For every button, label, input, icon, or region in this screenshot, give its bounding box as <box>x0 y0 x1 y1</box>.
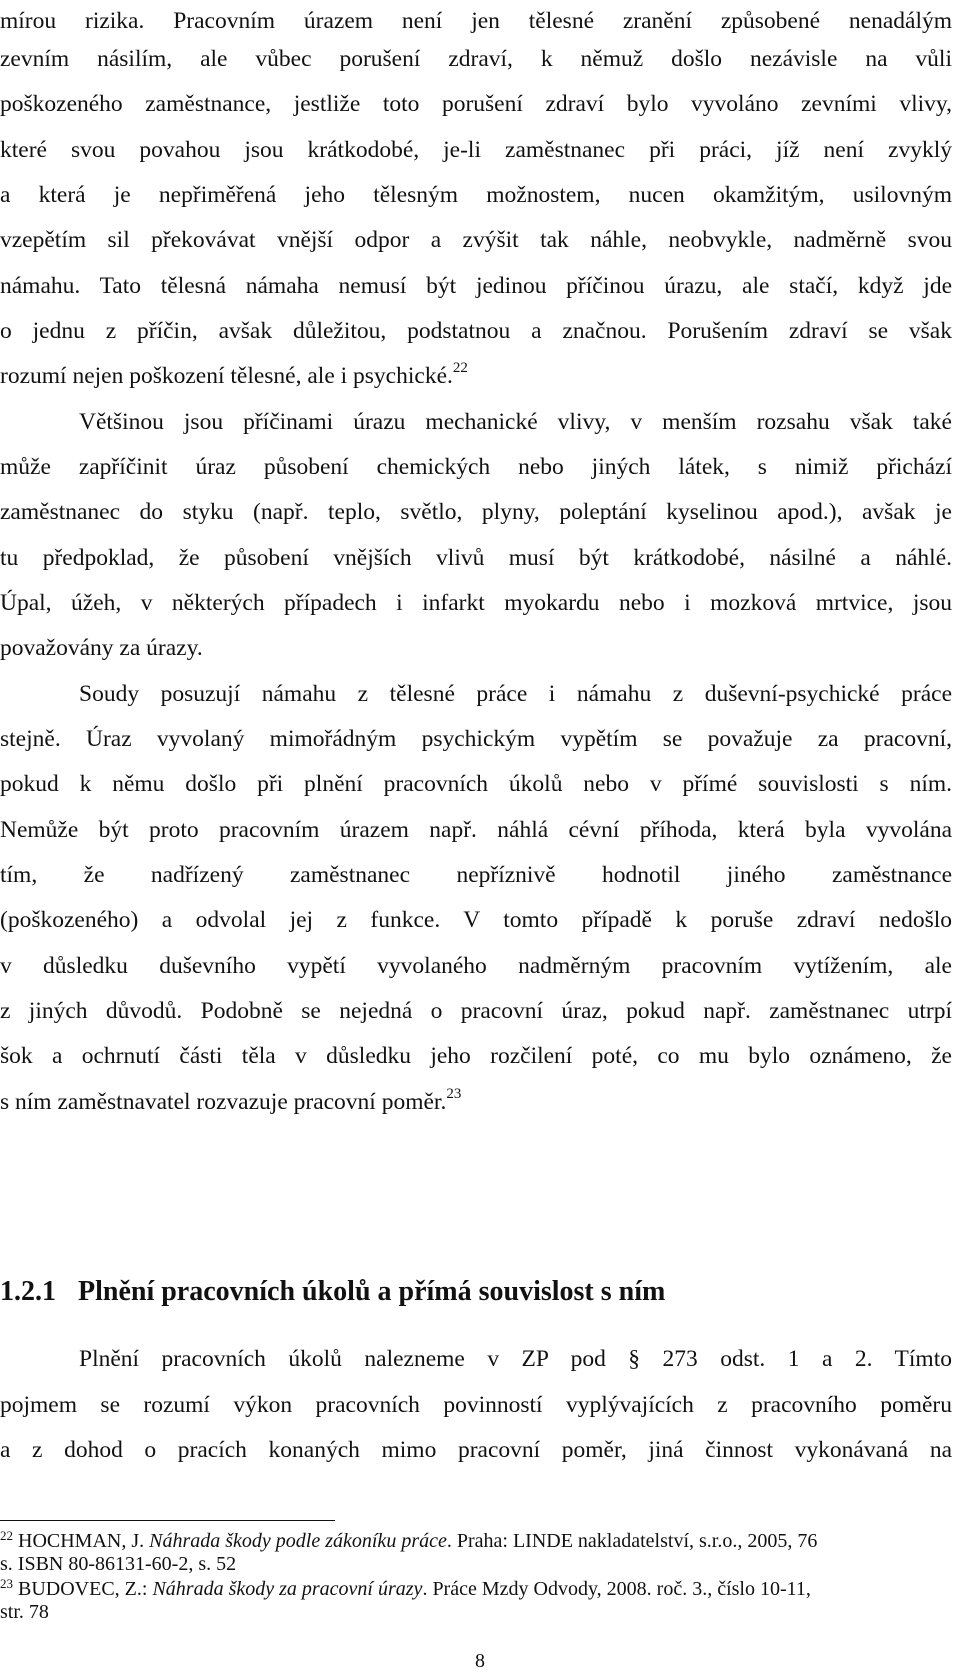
section-title: Plnění pracovních úkolů a přímá souvislost s ním <box>78 1276 666 1307</box>
footnote-title: Náhrada škody podle zákoníku práce <box>149 1530 447 1552</box>
section-heading <box>0 1276 665 1308</box>
footnote-22-continued: s. ISBN 80-86131-60-2, s. 52 <box>0 1553 237 1575</box>
paragraph-line: Úpal, úžeh, v některých případech i infarkt myokardu nebo i mozková mrtvice, jsou <box>0 590 952 616</box>
paragraph-line: pokud k němu došlo při plnění pracovních úkolů nebo v přímé souvislosti s ním. <box>0 771 952 797</box>
paragraph-line: a která je nepřiměřená jeho tělesným možnostem, nucen okamžitým, usilovným <box>0 182 952 208</box>
footnote-publisher: . Práce Mzdy Odvody, 2008. roč. 3., číslo 10-11, <box>422 1578 811 1600</box>
footnote-publisher: . Praha: LINDE nakladatelství, s.r.o., 2005, 76 <box>446 1530 818 1552</box>
paragraph-line: zaměstnanec do styku (např. teplo, světlo, plyny, poleptání kyselinou apod.), avšak je <box>0 499 952 525</box>
paragraph-line: Většinou jsou příčinami úrazu mechanické vlivy, v menším rozsahu však také <box>79 409 952 435</box>
paragraph-line: které svou povahou jsou krátkodobé, je-li zaměstnanec při práci, jíž není zvyklý <box>0 137 952 163</box>
footnote-author: BUDOVEC, Z.: <box>18 1578 148 1600</box>
paragraph-line: poškozeného zaměstnance, jestliže toto porušení zdraví bylo vyvoláno zevními vlivy, <box>0 91 952 117</box>
paragraph-line-last <box>0 1087 952 1117</box>
paragraph-line: o jednu z příčin, avšak důležitou, podstatnou a značnou. Porušením zdraví se však <box>0 318 952 344</box>
paragraph-line: může zapříčinit úraz působení chemických nebo jiných látek, s nimiž přichází <box>0 454 952 480</box>
paragraph-line: Soudy posuzují námahu z tělesné práce i námahu z duševní-psychické práce <box>79 681 952 707</box>
paragraph-line: stejně. Úraz vyvolaný mimořádným psychickým vypětím se považuje za pracovní, <box>0 726 952 752</box>
footnote-23-continued: str. 78 <box>0 1601 49 1623</box>
section-paragraph-line: pojmem se rozumí výkon pracovních povinností vyplývajících z pracovního poměru <box>0 1392 952 1418</box>
section-paragraph-line: Plnění pracovních úkolů nalezneme v ZP pod § 273 odst. 1 a 2. Tímto <box>79 1346 952 1372</box>
paragraph-line: mírou rizika. Pracovním úrazem není jen tělesné zranění způsobené nenadálým <box>0 8 952 34</box>
paragraph-text: rozumí nejen poškození tělesné, ale i psychické. <box>0 363 453 389</box>
paragraph-line: tím, že nadřízený zaměstnanec nepříznivě hodnotil jiného zaměstnance <box>0 862 952 888</box>
paragraph-line: z jiných důvodů. Podobně se nejedná o pracovní úraz, pokud např. zaměstnanec utrpí <box>0 998 952 1024</box>
footnote-22 <box>0 1530 952 1552</box>
footnote-number: 22 <box>0 1528 13 1543</box>
section-number: 1.2.1 <box>0 1276 56 1307</box>
paragraph-line: (poškozeného) a odvolal jej z funkce. V tomto případě k poruše zdraví nedošlo <box>0 907 952 933</box>
paragraph-line: tu předpoklad, že působení vnějších vlivů musí být krátkodobé, násilné a náhlé. <box>0 545 952 571</box>
paragraph-line: Nemůže být proto pracovním úrazem např. náhlá cévní příhoda, která byla vyvolána <box>0 817 952 843</box>
paragraph-line: námahu. Tato tělesná námaha nemusí být jedinou příčinou úrazu, ale stačí, když jde <box>0 273 952 299</box>
paragraph-line-last <box>0 361 952 391</box>
footnote-title: Náhrada škody za pracovní úrazy <box>152 1578 423 1600</box>
paragraph-line: vzepětím sil překovávat vnější odpor a zvýšit tak náhle, neobvykle, nadměrně svou <box>0 227 952 253</box>
footnote-ref-23[interactable]: 23 <box>446 1086 462 1102</box>
footnote-number: 23 <box>0 1576 13 1591</box>
paragraph-text: s ním zaměstnavatel rozvazuje pracovní poměr. <box>0 1089 447 1115</box>
paragraph-line: v důsledku duševního vypětí vyvolaného nadměrným pracovním vytížením, ale <box>0 953 952 979</box>
page-number: 8 <box>475 1650 485 1672</box>
paragraph-line: považovány za úrazy. <box>0 635 203 661</box>
paragraph-line: zevním násilím, ale vůbec porušení zdraví, k němuž došlo nezávisle na vůli <box>0 46 952 72</box>
footnote-ref-22[interactable]: 22 <box>452 360 468 376</box>
section-paragraph-line: a z dohod o pracích konaných mimo pracovní poměr, jiná činnost vykonávaná na <box>0 1437 952 1463</box>
paragraph-line: šok a ochrnutí části těla v důsledku jeho rozčilení poté, co mu bylo oznámeno, že <box>0 1043 952 1069</box>
footnote-separator <box>0 1520 335 1521</box>
footnote-author: HOCHMAN, J. <box>18 1530 145 1552</box>
footnote-23 <box>0 1578 952 1600</box>
